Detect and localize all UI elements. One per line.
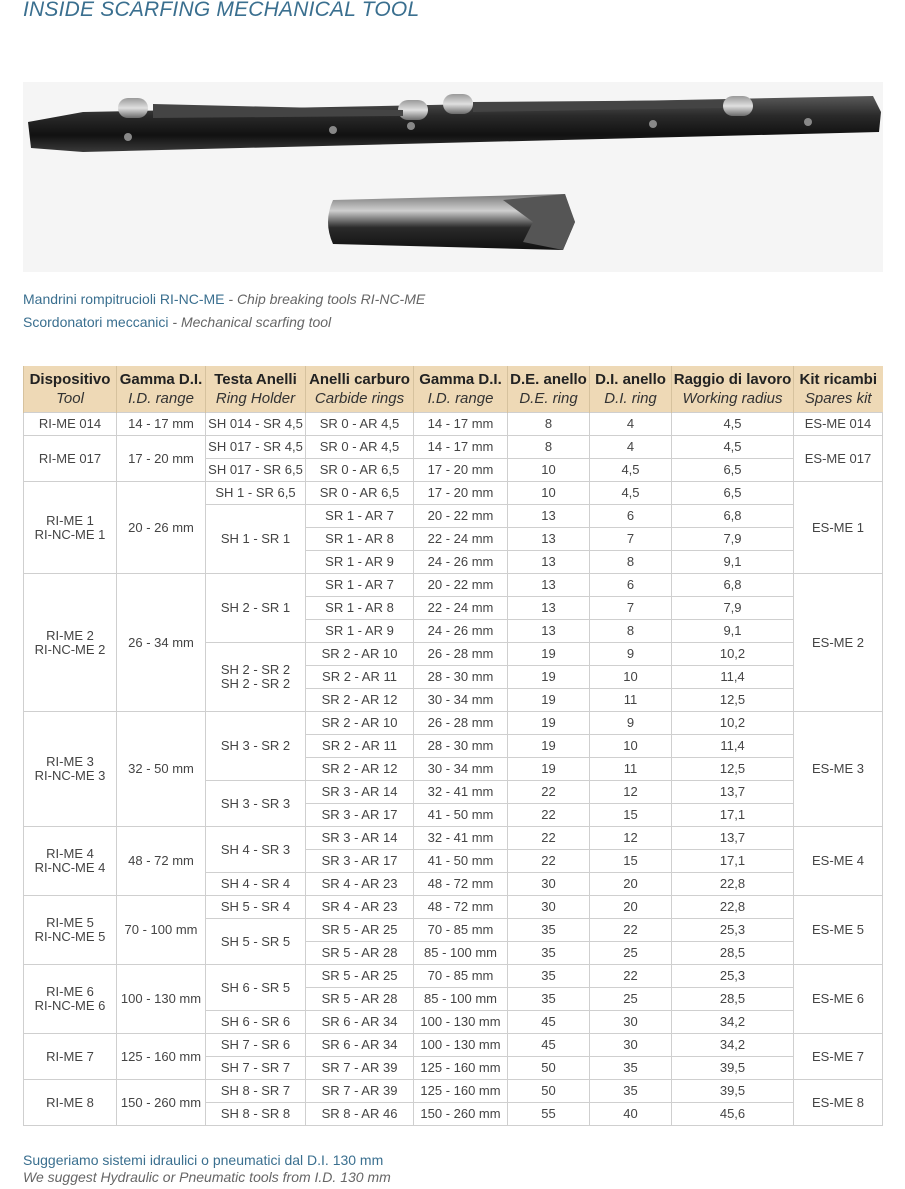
carbide-ring-cell: SR 4 - AR 23 (306, 896, 414, 919)
col-header: Raggio di lavoro Working radius (672, 366, 794, 413)
di-ring-cell: 22 (590, 965, 672, 988)
radius-cell: 13,7 (672, 827, 794, 850)
radius-cell: 9,1 (672, 620, 794, 643)
ring-range-cell: 32 - 41 mm (414, 827, 508, 850)
de-ring-cell: 19 (508, 758, 590, 781)
de-ring-cell: 13 (508, 505, 590, 528)
di-ring-cell: 7 (590, 597, 672, 620)
radius-cell: 39,5 (672, 1080, 794, 1103)
col-header: Kit ricambi Spares kit (794, 366, 883, 413)
ring-range-cell: 22 - 24 mm (414, 528, 508, 551)
carbide-ring-cell: SR 6 - AR 34 (306, 1011, 414, 1034)
spares-kit-cell: ES-ME 2 (794, 574, 883, 712)
radius-cell: 25,3 (672, 919, 794, 942)
table-row (24, 413, 883, 436)
tool-cell: RI-ME 4 RI-NC-ME 4 (24, 827, 117, 896)
di-ring-cell: 35 (590, 1080, 672, 1103)
di-ring-cell: 20 (590, 896, 672, 919)
id-range-cell: 70 - 100 mm (117, 896, 206, 965)
carbide-ring-cell: SR 2 - AR 11 (306, 666, 414, 689)
ring-holder-cell: SH 3 - SR 3 (206, 781, 306, 827)
di-ring-cell: 6 (590, 574, 672, 597)
ring-holder-cell: SH 6 - SR 6 (206, 1011, 306, 1034)
de-ring-cell: 13 (508, 551, 590, 574)
col-header: Gamma D.I. I.D. range (117, 366, 206, 413)
de-ring-cell: 19 (508, 643, 590, 666)
radius-cell: 6,8 (672, 574, 794, 597)
tool-cell: RI-ME 1 RI-NC-ME 1 (24, 482, 117, 574)
di-ring-cell: 11 (590, 758, 672, 781)
caption-line (23, 311, 425, 334)
carbide-ring-cell: SR 3 - AR 17 (306, 850, 414, 873)
de-ring-cell: 45 (508, 1034, 590, 1057)
carbide-ring-cell: SR 2 - AR 10 (306, 712, 414, 735)
caption-en: Mechanical scarfing tool (180, 314, 332, 330)
ring-range-cell: 26 - 28 mm (414, 643, 508, 666)
ring-range-cell: 30 - 34 mm (414, 758, 508, 781)
product-photo (23, 82, 883, 272)
di-ring-cell: 30 (590, 1034, 672, 1057)
id-range-cell: 100 - 130 mm (117, 965, 206, 1034)
ring-range-cell: 125 - 160 mm (414, 1080, 508, 1103)
caption-line (23, 288, 425, 311)
radius-cell: 4,5 (672, 436, 794, 459)
spares-kit-cell: ES-ME 014 (794, 413, 883, 436)
table-header-row (24, 366, 883, 413)
carbide-ring-cell: SR 7 - AR 39 (306, 1080, 414, 1103)
ring-holder-cell: SH 5 - SR 5 (206, 919, 306, 965)
spec-table (23, 366, 883, 1126)
ring-range-cell: 85 - 100 mm (414, 942, 508, 965)
scarfing-tool-image (23, 82, 883, 272)
radius-cell: 28,5 (672, 988, 794, 1011)
table-row (24, 574, 883, 597)
ring-holder-cell: SH 1 - SR 6,5 (206, 482, 306, 505)
ring-range-cell: 70 - 85 mm (414, 919, 508, 942)
tool-cell: RI-ME 017 (24, 436, 117, 482)
di-ring-cell: 12 (590, 781, 672, 804)
table-row (24, 896, 883, 919)
ring-range-cell: 28 - 30 mm (414, 666, 508, 689)
de-ring-cell: 35 (508, 942, 590, 965)
spares-kit-cell: ES-ME 3 (794, 712, 883, 827)
carbide-ring-cell: SR 1 - AR 7 (306, 505, 414, 528)
carbide-ring-cell: SR 0 - AR 4,5 (306, 436, 414, 459)
id-range-cell: 17 - 20 mm (117, 436, 206, 482)
di-ring-cell: 22 (590, 919, 672, 942)
table-row (24, 965, 883, 988)
di-ring-cell: 4 (590, 436, 672, 459)
spares-kit-cell: ES-ME 6 (794, 965, 883, 1034)
radius-cell: 6,5 (672, 459, 794, 482)
ring-range-cell: 85 - 100 mm (414, 988, 508, 1011)
ring-holder-cell: SH 5 - SR 4 (206, 896, 306, 919)
de-ring-cell: 22 (508, 804, 590, 827)
di-ring-cell: 8 (590, 620, 672, 643)
radius-cell: 12,5 (672, 689, 794, 712)
spares-kit-cell: ES-ME 8 (794, 1080, 883, 1126)
ring-holder-cell: SH 8 - SR 7 (206, 1080, 306, 1103)
id-range-cell: 125 - 160 mm (117, 1034, 206, 1080)
carbide-ring-cell: SR 0 - AR 6,5 (306, 459, 414, 482)
di-ring-cell: 35 (590, 1057, 672, 1080)
carbide-ring-cell: SR 0 - AR 4,5 (306, 413, 414, 436)
caption-en: Chip breaking tools RI-NC-ME (236, 291, 426, 307)
radius-cell: 22,8 (672, 896, 794, 919)
radius-cell: 22,8 (672, 873, 794, 896)
id-range-cell: 14 - 17 mm (117, 413, 206, 436)
de-ring-cell: 22 (508, 781, 590, 804)
col-header: Dispositivo Tool (24, 366, 117, 413)
spares-kit-cell: ES-ME 1 (794, 482, 883, 574)
ring-holder-cell: SH 017 - SR 6,5 (206, 459, 306, 482)
col-header: Gamma D.I. I.D. range (414, 366, 508, 413)
caption-it: Mandrini rompitrucioli RI-NC-ME (23, 291, 225, 307)
ring-range-cell: 32 - 41 mm (414, 781, 508, 804)
radius-cell: 10,2 (672, 643, 794, 666)
de-ring-cell: 35 (508, 965, 590, 988)
carbide-ring-cell: SR 1 - AR 8 (306, 528, 414, 551)
tool-cell: RI-ME 014 (24, 413, 117, 436)
de-ring-cell: 19 (508, 735, 590, 758)
ring-holder-cell: SH 3 - SR 2 (206, 712, 306, 781)
ring-range-cell: 20 - 22 mm (414, 574, 508, 597)
di-ring-cell: 30 (590, 1011, 672, 1034)
carbide-ring-cell: SR 1 - AR 7 (306, 574, 414, 597)
spares-kit-cell: ES-ME 4 (794, 827, 883, 896)
di-ring-cell: 10 (590, 735, 672, 758)
radius-cell: 7,9 (672, 597, 794, 620)
de-ring-cell: 22 (508, 827, 590, 850)
table-body (24, 413, 883, 1126)
caption-sep: - (224, 291, 237, 307)
di-ring-cell: 9 (590, 712, 672, 735)
di-ring-cell: 7 (590, 528, 672, 551)
ring-range-cell: 48 - 72 mm (414, 873, 508, 896)
carbide-ring-cell: SR 1 - AR 9 (306, 551, 414, 574)
carbide-ring-cell: SR 3 - AR 14 (306, 781, 414, 804)
spares-kit-cell: ES-ME 5 (794, 896, 883, 965)
table-row (24, 1080, 883, 1103)
di-ring-cell: 4 (590, 413, 672, 436)
ring-range-cell: 24 - 26 mm (414, 551, 508, 574)
tool-cell: RI-ME 3 RI-NC-ME 3 (24, 712, 117, 827)
ring-range-cell: 26 - 28 mm (414, 712, 508, 735)
ring-holder-cell: SH 014 - SR 4,5 (206, 413, 306, 436)
radius-cell: 28,5 (672, 942, 794, 965)
di-ring-cell: 20 (590, 873, 672, 896)
radius-cell: 13,7 (672, 781, 794, 804)
radius-cell: 34,2 (672, 1011, 794, 1034)
captions (23, 288, 425, 334)
ring-range-cell: 70 - 85 mm (414, 965, 508, 988)
table-row (24, 712, 883, 735)
table-row (24, 1034, 883, 1057)
ring-range-cell: 41 - 50 mm (414, 850, 508, 873)
di-ring-cell: 6 (590, 505, 672, 528)
radius-cell: 12,5 (672, 758, 794, 781)
radius-cell: 45,6 (672, 1103, 794, 1126)
radius-cell: 6,5 (672, 482, 794, 505)
caption-sep: - (168, 314, 181, 330)
radius-cell: 10,2 (672, 712, 794, 735)
di-ring-cell: 40 (590, 1103, 672, 1126)
radius-cell: 11,4 (672, 735, 794, 758)
di-ring-cell: 4,5 (590, 482, 672, 505)
tool-cell: RI-ME 5 RI-NC-ME 5 (24, 896, 117, 965)
de-ring-cell: 50 (508, 1080, 590, 1103)
radius-cell: 6,8 (672, 505, 794, 528)
ring-range-cell: 20 - 22 mm (414, 505, 508, 528)
di-ring-cell: 25 (590, 942, 672, 965)
di-ring-cell: 25 (590, 988, 672, 1011)
id-range-cell: 32 - 50 mm (117, 712, 206, 827)
de-ring-cell: 8 (508, 413, 590, 436)
carbide-ring-cell: SR 7 - AR 39 (306, 1057, 414, 1080)
ring-holder-cell: SH 4 - SR 3 (206, 827, 306, 873)
di-ring-cell: 8 (590, 551, 672, 574)
carbide-ring-cell: SR 8 - AR 46 (306, 1103, 414, 1126)
radius-cell: 25,3 (672, 965, 794, 988)
de-ring-cell: 19 (508, 689, 590, 712)
ring-range-cell: 125 - 160 mm (414, 1057, 508, 1080)
de-ring-cell: 19 (508, 666, 590, 689)
ring-holder-cell: SH 2 - SR 2 SH 2 - SR 2 (206, 643, 306, 712)
ring-holder-cell: SH 6 - SR 5 (206, 965, 306, 1011)
footer-it: Suggeriamo sistemi idraulici o pneumatici dal D.I. 130 mm (23, 1152, 384, 1168)
caption-it: Scordonatori meccanici (23, 314, 169, 330)
de-ring-cell: 55 (508, 1103, 590, 1126)
radius-cell: 17,1 (672, 850, 794, 873)
de-ring-cell: 30 (508, 873, 590, 896)
carbide-ring-cell: SR 1 - AR 8 (306, 597, 414, 620)
table-row (24, 827, 883, 850)
ring-range-cell: 48 - 72 mm (414, 896, 508, 919)
di-ring-cell: 11 (590, 689, 672, 712)
footer-note (23, 1152, 391, 1186)
de-ring-cell: 30 (508, 896, 590, 919)
de-ring-cell: 22 (508, 850, 590, 873)
de-ring-cell: 10 (508, 482, 590, 505)
id-range-cell: 150 - 260 mm (117, 1080, 206, 1126)
ring-holder-cell: SH 8 - SR 8 (206, 1103, 306, 1126)
tool-cell: RI-ME 8 (24, 1080, 117, 1126)
carbide-ring-cell: SR 5 - AR 25 (306, 919, 414, 942)
spares-kit-cell: ES-ME 7 (794, 1034, 883, 1080)
carbide-ring-cell: SR 2 - AR 10 (306, 643, 414, 666)
di-ring-cell: 9 (590, 643, 672, 666)
di-ring-cell: 15 (590, 850, 672, 873)
de-ring-cell: 13 (508, 620, 590, 643)
carbide-ring-cell: SR 5 - AR 28 (306, 988, 414, 1011)
ring-holder-cell: SH 4 - SR 4 (206, 873, 306, 896)
radius-cell: 9,1 (672, 551, 794, 574)
radius-cell: 17,1 (672, 804, 794, 827)
ring-range-cell: 14 - 17 mm (414, 413, 508, 436)
radius-cell: 4,5 (672, 413, 794, 436)
de-ring-cell: 35 (508, 988, 590, 1011)
ring-range-cell: 150 - 260 mm (414, 1103, 508, 1126)
di-ring-cell: 15 (590, 804, 672, 827)
ring-holder-cell: SH 7 - SR 7 (206, 1057, 306, 1080)
id-range-cell: 48 - 72 mm (117, 827, 206, 896)
carbide-ring-cell: SR 2 - AR 12 (306, 689, 414, 712)
carbide-ring-cell: SR 3 - AR 14 (306, 827, 414, 850)
table-row (24, 436, 883, 459)
ring-range-cell: 17 - 20 mm (414, 482, 508, 505)
carbide-ring-cell: SR 4 - AR 23 (306, 873, 414, 896)
radius-cell: 7,9 (672, 528, 794, 551)
footer-en: We suggest Hydraulic or Pneumatic tools from I.D. 130 mm (23, 1169, 391, 1185)
carbide-ring-cell: SR 5 - AR 28 (306, 942, 414, 965)
ring-holder-cell: SH 1 - SR 1 (206, 505, 306, 574)
id-range-cell: 20 - 26 mm (117, 482, 206, 574)
ring-holder-cell: SH 7 - SR 6 (206, 1034, 306, 1057)
col-header: D.E. anello D.E. ring (508, 366, 590, 413)
de-ring-cell: 35 (508, 919, 590, 942)
radius-cell: 11,4 (672, 666, 794, 689)
di-ring-cell: 10 (590, 666, 672, 689)
id-range-cell: 26 - 34 mm (117, 574, 206, 712)
de-ring-cell: 13 (508, 574, 590, 597)
ring-range-cell: 24 - 26 mm (414, 620, 508, 643)
col-header: Anelli carburo Carbide rings (306, 366, 414, 413)
page-title: INSIDE SCARFING MECHANICAL TOOL (23, 0, 420, 21)
carbide-ring-cell: SR 3 - AR 17 (306, 804, 414, 827)
de-ring-cell: 13 (508, 597, 590, 620)
spares-kit-cell: ES-ME 017 (794, 436, 883, 482)
col-header: D.I. anello D.I. ring (590, 366, 672, 413)
ring-range-cell: 14 - 17 mm (414, 436, 508, 459)
carbide-ring-cell: SR 2 - AR 11 (306, 735, 414, 758)
radius-cell: 39,5 (672, 1057, 794, 1080)
radius-cell: 34,2 (672, 1034, 794, 1057)
tool-cell: RI-ME 2 RI-NC-ME 2 (24, 574, 117, 712)
ring-holder-cell: SH 017 - SR 4,5 (206, 436, 306, 459)
table-row (24, 482, 883, 505)
ring-range-cell: 41 - 50 mm (414, 804, 508, 827)
ring-holder-cell: SH 2 - SR 1 (206, 574, 306, 643)
di-ring-cell: 4,5 (590, 459, 672, 482)
de-ring-cell: 19 (508, 712, 590, 735)
ring-range-cell: 100 - 130 mm (414, 1034, 508, 1057)
carbide-ring-cell: SR 6 - AR 34 (306, 1034, 414, 1057)
tool-cell: RI-ME 6 RI-NC-ME 6 (24, 965, 117, 1034)
tool-cell: RI-ME 7 (24, 1034, 117, 1080)
de-ring-cell: 8 (508, 436, 590, 459)
de-ring-cell: 45 (508, 1011, 590, 1034)
ring-range-cell: 30 - 34 mm (414, 689, 508, 712)
carbide-ring-cell: SR 1 - AR 9 (306, 620, 414, 643)
ring-range-cell: 100 - 130 mm (414, 1011, 508, 1034)
di-ring-cell: 12 (590, 827, 672, 850)
carbide-ring-cell: SR 2 - AR 12 (306, 758, 414, 781)
col-header: Testa Anelli Ring Holder (206, 366, 306, 413)
ring-range-cell: 17 - 20 mm (414, 459, 508, 482)
de-ring-cell: 10 (508, 459, 590, 482)
carbide-ring-cell: SR 0 - AR 6,5 (306, 482, 414, 505)
de-ring-cell: 50 (508, 1057, 590, 1080)
carbide-ring-cell: SR 5 - AR 25 (306, 965, 414, 988)
de-ring-cell: 13 (508, 528, 590, 551)
ring-range-cell: 28 - 30 mm (414, 735, 508, 758)
ring-range-cell: 22 - 24 mm (414, 597, 508, 620)
